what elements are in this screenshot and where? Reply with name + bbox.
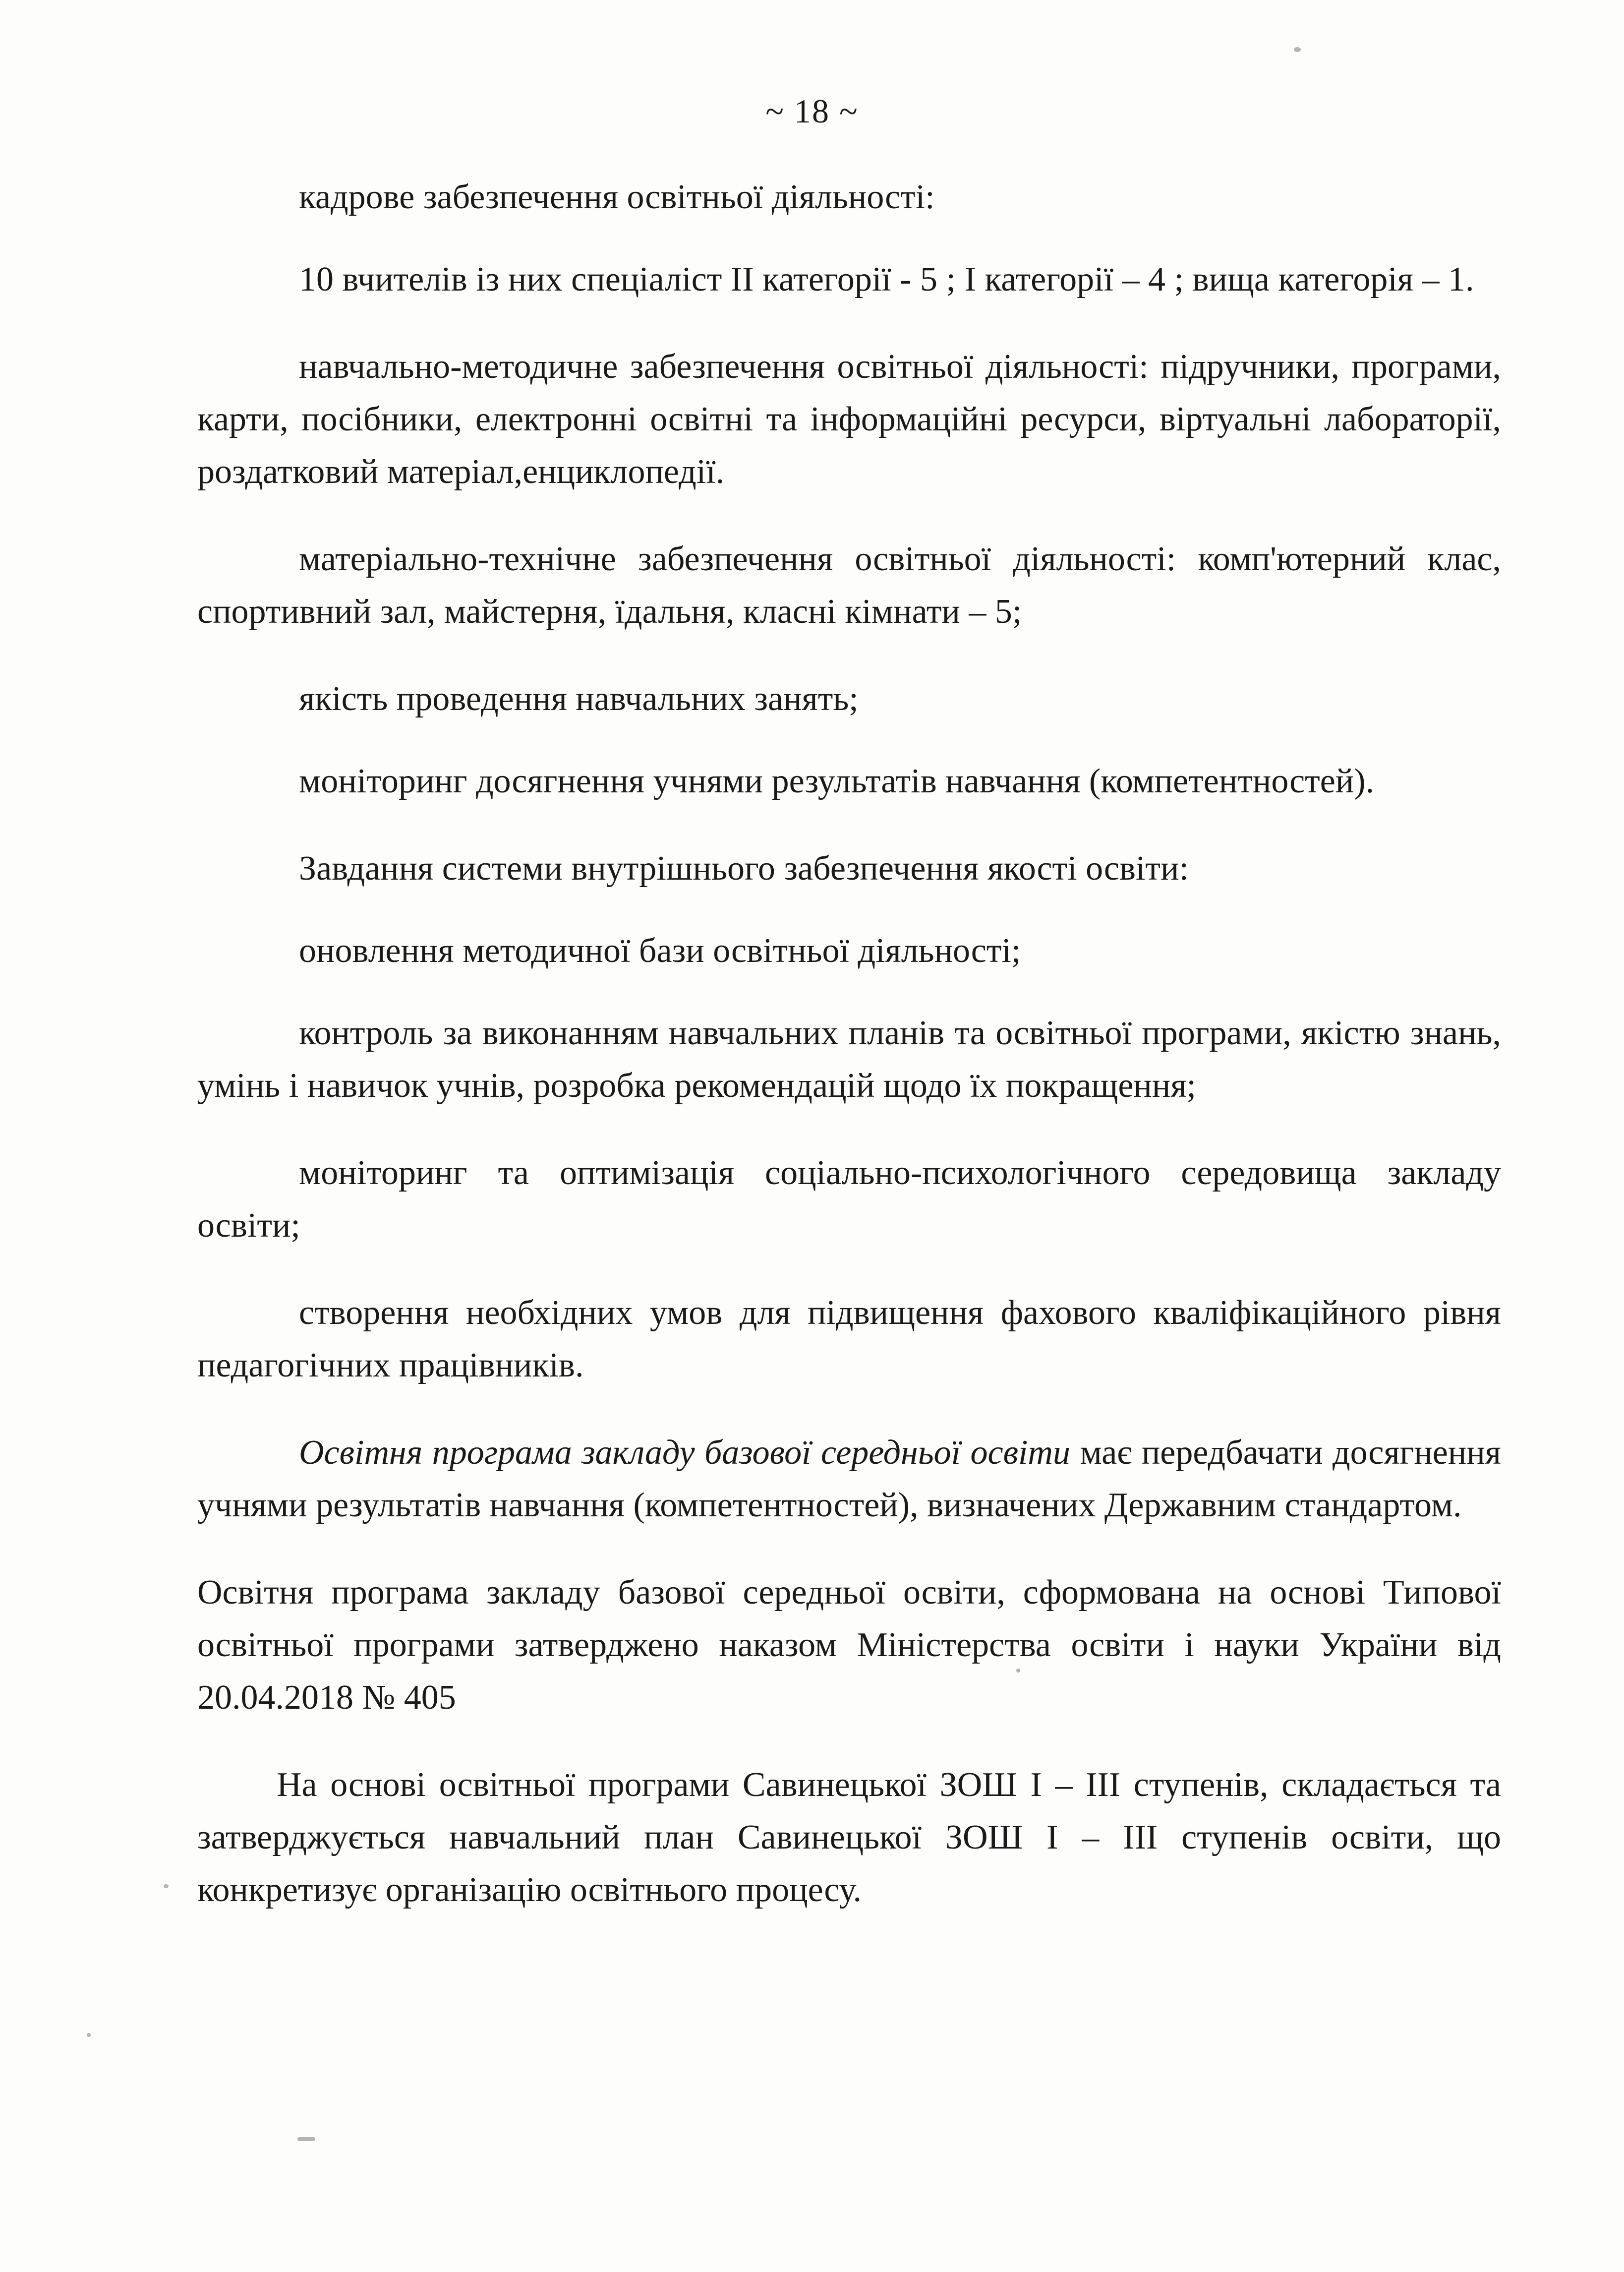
- paragraph: оновлення методичної бази освітньої діяльності;: [299, 932, 1021, 970]
- scan-speck: [164, 1884, 169, 1888]
- scan-speck: [1016, 1669, 1020, 1673]
- paragraph: На основі освітньої програми Савинецької ЗОШ I – III ступенів, складається та затверджується навчальний план Савинецької ЗОШ I – III ступенів освіти, що конкретизує організацію освітнього процесу.: [197, 1766, 1501, 1909]
- emphasis-text: Освітня програма закладу базової середньої освіти: [299, 1434, 1070, 1472]
- scan-speck: [297, 2137, 315, 2141]
- paragraph: Завдання системи внутрішнього забезпечення якості освіти:: [299, 849, 1189, 888]
- paragraph: кадрове забезпечення освітньої діяльності:: [299, 178, 935, 216]
- paragraph: якість проведення навчальних занять;: [299, 680, 859, 718]
- scan-speck: [1294, 47, 1301, 52]
- paragraph-with-emphasis: [197, 1427, 1501, 1532]
- paragraph: контроль за виконанням навчальних планів та освітньої програми, якістю знань, умінь і навичок учнів, розробка рекомендацій щодо їх покращення;: [197, 1014, 1501, 1105]
- paragraph: моніторинг та оптимізація соціально-психологічного середовища закладу освіти;: [197, 1154, 1501, 1245]
- paragraph: створення необхідних умов для підвищення фахового кваліфікаційного рівня педагогічних працівників.: [197, 1294, 1501, 1384]
- document-body: [197, 171, 1501, 1951]
- paragraph: 10 вчителів із них спеціаліст II категорії - 5 ; I категорії – 4 ; вища категорія – 1.: [299, 260, 1474, 299]
- paragraph: матеріально-технічне забезпечення освітньої діяльності: комп'ютерний клас, спортивний зал, майстерня, їдальня, класні кімнати – 5;: [197, 540, 1501, 631]
- page-number: ~ 18 ~: [765, 92, 859, 130]
- paragraph: Освітня програма закладу базової середньої освіти, сформована на основі Типової освітньої програми затверджено наказом Міністерства освіти і науки України від 20.04.2018 № 405: [197, 1573, 1501, 1717]
- scan-speck: [87, 2033, 91, 2037]
- paragraph: моніторинг досягнення учнями результатів навчання (компетентностей).: [299, 762, 1375, 800]
- paragraph-text: має передбачати досягнення учнями результатів навчання (компетентностей), визначених Державним стандартом.: [197, 1434, 1501, 1524]
- paragraph: навчально-методичне забезпечення освітньої діяльності: підручники, програми, карти, посібники, електронні освітні та інформаційні ресурси, віртуальні лабораторії, роздатковий матеріал,енциклопедії.: [197, 348, 1501, 491]
